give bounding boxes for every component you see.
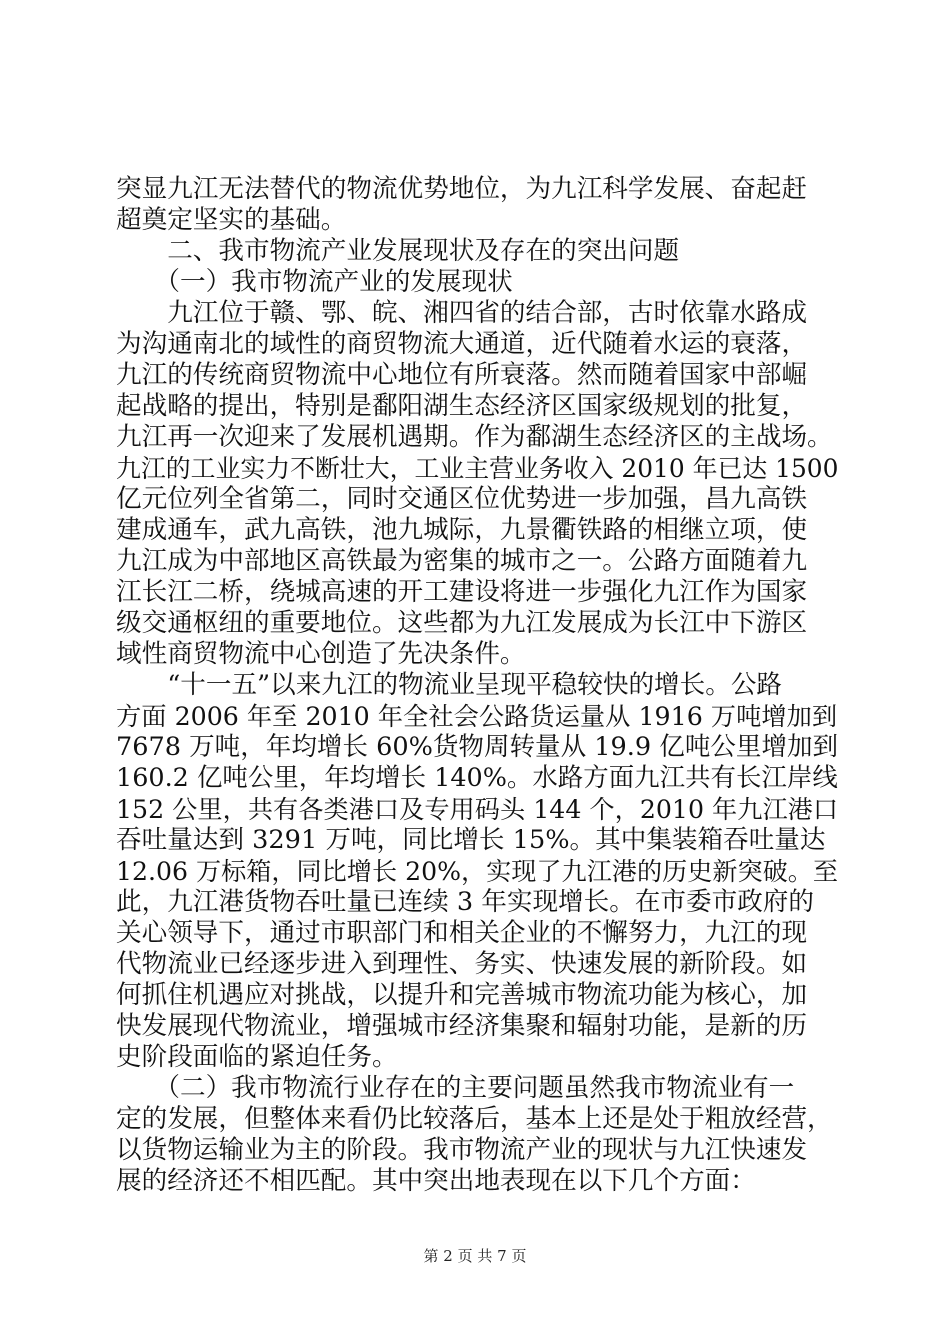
text-line: 江长江二桥，绕城高速的开工建设将进一步强化九江作为国家: [116, 577, 808, 607]
text-line: 12.06 万标箱，同比增长 20%，实现了九江港的历史新突破。至: [116, 857, 838, 886]
text-line: 级交通枢纽的重要地位。这些都为九江发展成为长江中下游区: [116, 608, 808, 638]
text-line: 史阶段面临的紧迫任务。: [116, 1042, 398, 1072]
text-line: 九江成为中部地区高铁最为密集的城市之一。公路方面随着九: [116, 546, 808, 576]
text-line: 为沟通南北的域性的商贸物流大通道，近代随着水运的衰落，: [116, 329, 808, 359]
text-line: 方面 2006 年至 2010 年全社会公路货运量从 1916 万吨增加到: [116, 702, 838, 731]
text-line: 九江的工业实力不断壮大，工业主营业务收入 2010 年已达 1500: [116, 454, 838, 483]
text-line: 定的发展，但整体来看仍比较落后，基本上还是处于粗放经营，: [116, 1104, 833, 1134]
text-line: 亿元位列全省第二，同时交通区位优势进一步加强，昌九高铁: [116, 484, 808, 514]
text-line: 九江的传统商贸物流中心地位有所衰落。然而随着国家中部崛: [116, 360, 808, 390]
text-line: 何抓住机遇应对挑战，以提升和完善城市物流功能为核心，加: [116, 980, 808, 1010]
text-line: 九江位于赣、鄂、皖、湘四省的结合部，古时依靠水路成: [116, 298, 808, 328]
text-line: 域性商贸物流中心创造了先决条件。: [116, 639, 526, 669]
text-line: 快发展现代物流业，增强城市经济集聚和辐射功能，是新的历: [116, 1011, 808, 1041]
text-line: 九江再一次迎来了发展机遇期。作为鄱湖生态经济区的主战场。: [116, 422, 833, 452]
text-line: 建成通车，武九高铁，池九城际，九景衢铁路的相继立项，使: [116, 515, 808, 545]
document-body: [116, 174, 838, 1197]
text-line: 吞吐量达到 3291 万吨，同比增长 15%。其中集装箱吞吐量达: [116, 825, 826, 855]
text-line: 起战略的提出，特别是鄱阳湖生态经济区国家级规划的批复，: [116, 391, 808, 421]
text-line: （二）我市物流行业存在的主要问题虽然我市物流业有一: [116, 1073, 795, 1103]
text-line: 超奠定坚实的基础。: [116, 205, 347, 235]
text-line: 二、我市物流产业发展现状及存在的突出问题: [116, 236, 680, 266]
text-line: 展的经济还不相匹配。其中突出地表现在以下几个方面：: [116, 1166, 756, 1196]
text-line: 此，九江港货物吞吐量已连续 3 年实现增长。在市委市政府的: [116, 887, 814, 917]
text-line: （一）我市物流产业的发展现状: [116, 267, 513, 297]
text-line: 关心领导下，通过市职部门和相关企业的不懈努力，九江的现: [116, 918, 808, 948]
text-line: 7678 万吨，年均增长 60%货物周转量从 19.9 亿吨公里增加到: [116, 732, 838, 762]
text-line: 突显九江无法替代的物流优势地位，为九江科学发展、奋起赶: [116, 174, 808, 204]
text-line: 以货物运输业为主的阶段。我市物流产业的现状与九江快速发: [116, 1135, 808, 1165]
text-line: 160.2 亿吨公里，年均增长 140%。水路方面九江共有长江岸线: [116, 763, 838, 793]
page-footer: 第 2 页 共 7 页: [423, 1247, 527, 1265]
text-line: “十一五”以来九江的物流业呈现平稳较快的增长。公路: [116, 670, 783, 700]
text-line: 代物流业已经逐步进入到理性、务实、快速发展的新阶段。如: [116, 949, 808, 979]
text-line: 152 公里，共有各类港口及专用码头 144 个，2010 年九江港口: [116, 795, 838, 824]
